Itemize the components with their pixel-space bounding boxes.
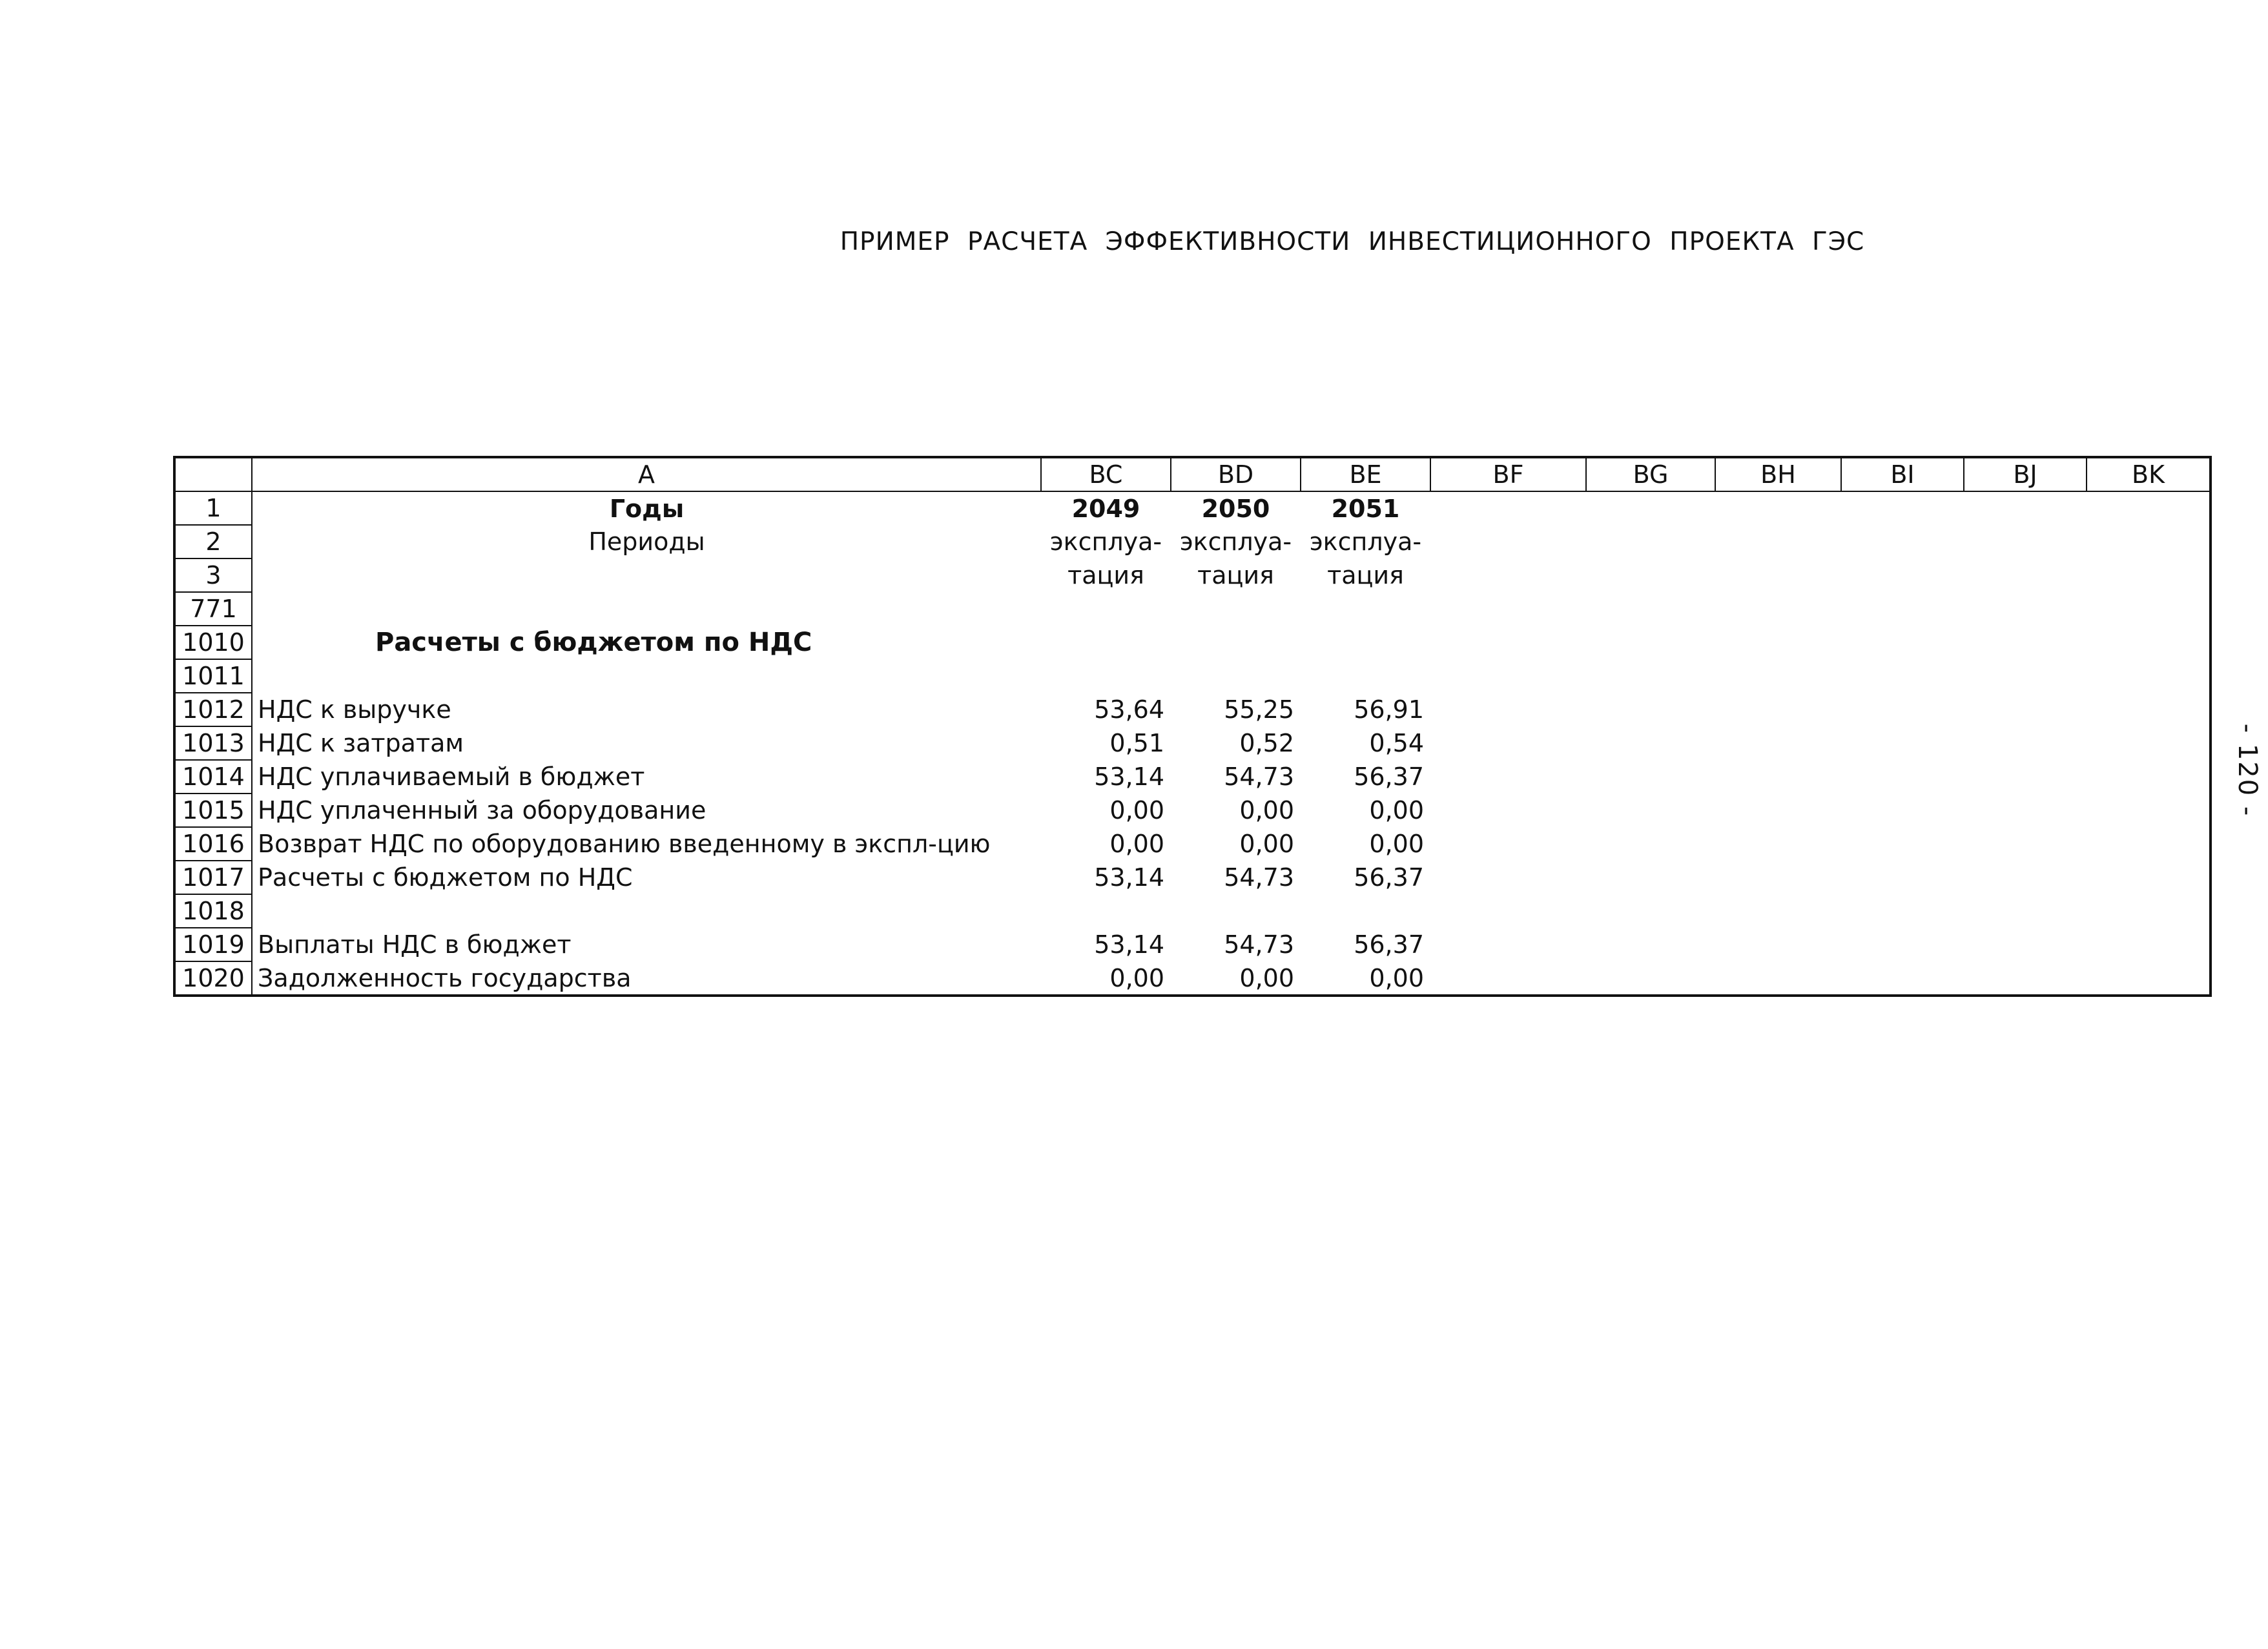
row-label[interactable]: Выплаты НДС в бюджет xyxy=(252,928,1041,961)
empty-cell[interactable] xyxy=(2087,659,2211,693)
empty-cell[interactable] xyxy=(1715,760,1841,794)
row-number[interactable]: 1017 xyxy=(174,861,252,894)
table-row xyxy=(174,961,2211,996)
empty-cell[interactable] xyxy=(1715,659,1841,693)
value-cell[interactable]: 0,00 xyxy=(1109,830,1164,858)
empty-cell[interactable] xyxy=(1841,726,1964,760)
table-row xyxy=(174,760,2211,794)
empty-cell[interactable] xyxy=(1841,592,1964,626)
value-cell[interactable]: 0,00 xyxy=(1369,963,1424,992)
row-number[interactable]: 3 xyxy=(174,558,252,592)
empty-cell[interactable] xyxy=(1586,491,1715,525)
empty-cell[interactable] xyxy=(1715,525,1841,558)
table-row xyxy=(174,894,2211,928)
value-cell[interactable]: 0,00 xyxy=(1109,963,1164,992)
page-number: - 120 - xyxy=(2232,723,2262,817)
empty-cell[interactable] xyxy=(1964,894,2087,928)
empty-cell[interactable] xyxy=(2087,794,2211,827)
row-label-years[interactable]: Годы xyxy=(252,491,1041,525)
value-cell[interactable]: 56,37 xyxy=(1354,763,1424,791)
empty-cell[interactable] xyxy=(1041,894,1171,928)
empty-cell[interactable] xyxy=(1841,861,1964,894)
spreadsheet-table xyxy=(173,456,2212,997)
empty-cell[interactable] xyxy=(1715,626,1841,659)
empty-cell[interactable] xyxy=(2087,726,2211,760)
column-header-a[interactable]: A xyxy=(252,457,1041,491)
empty-cell[interactable] xyxy=(1430,928,1586,961)
empty-cell[interactable] xyxy=(1964,558,2087,592)
empty-cell[interactable] xyxy=(1586,861,1715,894)
empty-cell[interactable] xyxy=(1301,894,1430,928)
empty-cell[interactable] xyxy=(1171,894,1301,928)
empty-cell[interactable] xyxy=(252,592,1041,626)
empty-cell[interactable] xyxy=(1841,693,1964,726)
empty-cell[interactable] xyxy=(1586,693,1715,726)
empty-cell[interactable] xyxy=(1841,961,1964,996)
empty-cell[interactable] xyxy=(1964,794,2087,827)
row-label[interactable]: НДС уплаченный за оборудование xyxy=(252,794,1041,827)
empty-cell[interactable] xyxy=(1041,659,1171,693)
empty-cell[interactable] xyxy=(1430,827,1586,861)
cell-year-bc[interactable]: 2049 xyxy=(1071,494,1140,523)
empty-cell[interactable] xyxy=(1586,794,1715,827)
column-header-bg[interactable]: BG xyxy=(1586,457,1715,491)
value-cell[interactable]: 0,00 xyxy=(1369,830,1424,858)
cell-period2-be[interactable]: тация xyxy=(1327,561,1404,589)
row-number[interactable]: 1018 xyxy=(174,894,252,928)
cell-period-bd[interactable]: эксплуа- xyxy=(1179,527,1292,556)
empty-cell[interactable] xyxy=(1841,928,1964,961)
row-number[interactable]: 2 xyxy=(174,525,252,558)
empty-cell[interactable] xyxy=(1964,827,2087,861)
empty-cell[interactable] xyxy=(1430,592,1586,626)
value-cell[interactable]: 56,37 xyxy=(1354,863,1424,892)
cell-period2-bd[interactable]: тация xyxy=(1197,561,1274,589)
empty-cell[interactable] xyxy=(2087,861,2211,894)
row-number[interactable]: 1011 xyxy=(174,659,252,693)
empty-cell[interactable] xyxy=(1964,928,2087,961)
empty-cell[interactable] xyxy=(1430,693,1586,726)
value-cell[interactable]: 53,64 xyxy=(1094,695,1164,724)
row-label[interactable]: НДС к затратам xyxy=(252,726,1041,760)
empty-cell[interactable] xyxy=(1586,928,1715,961)
cell-year-bd[interactable]: 2050 xyxy=(1201,494,1270,523)
empty-cell[interactable] xyxy=(1171,626,1301,659)
empty-cell[interactable] xyxy=(1586,760,1715,794)
empty-cell[interactable] xyxy=(1430,726,1586,760)
cell-year-be[interactable]: 2051 xyxy=(1331,494,1400,523)
row-number[interactable]: 1014 xyxy=(174,760,252,794)
row-number[interactable]: 1016 xyxy=(174,827,252,861)
empty-cell[interactable] xyxy=(1841,794,1964,827)
empty-cell[interactable] xyxy=(1430,558,1586,592)
table-row xyxy=(174,491,2211,525)
empty-cell[interactable] xyxy=(2087,558,2211,592)
empty-cell[interactable] xyxy=(1586,827,1715,861)
empty-cell[interactable] xyxy=(1430,894,1586,928)
cell-period-be[interactable]: эксплуа- xyxy=(1309,527,1422,556)
empty-cell[interactable] xyxy=(1430,961,1586,996)
empty-cell[interactable] xyxy=(1715,861,1841,894)
empty-cell[interactable] xyxy=(1586,659,1715,693)
empty-cell[interactable] xyxy=(1171,659,1301,693)
table-row xyxy=(174,626,2211,659)
empty-cell[interactable] xyxy=(2087,491,2211,525)
table-row xyxy=(174,693,2211,726)
row-number[interactable]: 1019 xyxy=(174,928,252,961)
row-label-periods[interactable]: Периоды xyxy=(252,525,1041,558)
empty-cell[interactable] xyxy=(1964,861,2087,894)
column-header-row xyxy=(174,457,2211,491)
empty-cell[interactable] xyxy=(1841,894,1964,928)
row-label[interactable]: НДС к выручке xyxy=(252,693,1041,726)
empty-cell[interactable] xyxy=(1301,592,1430,626)
empty-cell[interactable] xyxy=(1964,491,2087,525)
empty-cell[interactable] xyxy=(1430,491,1586,525)
value-cell[interactable]: 54,73 xyxy=(1224,763,1294,791)
empty-cell[interactable] xyxy=(1715,726,1841,760)
row-label[interactable]: Задолженность государства xyxy=(252,961,1041,996)
empty-cell[interactable] xyxy=(1841,760,1964,794)
empty-cell[interactable] xyxy=(2087,760,2211,794)
value-cell[interactable]: 0,00 xyxy=(1369,796,1424,824)
table-row xyxy=(174,659,2211,693)
empty-cell[interactable] xyxy=(252,894,1041,928)
value-cell[interactable]: 54,73 xyxy=(1224,863,1294,892)
value-cell[interactable]: 0,00 xyxy=(1109,796,1164,824)
row-number[interactable]: 771 xyxy=(174,592,252,626)
cell-period2-bc[interactable]: тация xyxy=(1067,561,1144,589)
empty-cell[interactable] xyxy=(1715,491,1841,525)
value-cell[interactable]: 0,54 xyxy=(1369,729,1424,757)
table-row xyxy=(174,726,2211,760)
column-header-bh[interactable]: BH xyxy=(1715,457,1841,491)
row-number[interactable]: 1020 xyxy=(174,961,252,996)
row-number[interactable]: 1010 xyxy=(174,626,252,659)
empty-cell[interactable] xyxy=(1964,525,2087,558)
row-number[interactable]: 1013 xyxy=(174,726,252,760)
empty-cell[interactable] xyxy=(1964,693,2087,726)
empty-cell[interactable] xyxy=(1430,626,1586,659)
empty-cell[interactable] xyxy=(1964,961,2087,996)
table-row xyxy=(174,525,2211,558)
empty-cell[interactable] xyxy=(1430,760,1586,794)
row-label[interactable]: НДС уплачиваемый в бюджет xyxy=(252,760,1041,794)
value-cell[interactable]: 55,25 xyxy=(1224,695,1294,724)
value-cell[interactable]: 53,14 xyxy=(1094,930,1164,959)
empty-cell[interactable] xyxy=(1841,626,1964,659)
empty-cell[interactable] xyxy=(1586,726,1715,760)
section-title[interactable]: Расчеты с бюджетом по НДС xyxy=(252,626,1041,659)
empty-cell[interactable] xyxy=(2087,626,2211,659)
empty-cell[interactable] xyxy=(1841,827,1964,861)
column-header-bf[interactable]: BF xyxy=(1430,457,1586,491)
empty-cell[interactable] xyxy=(2087,693,2211,726)
empty-cell[interactable] xyxy=(2087,961,2211,996)
empty-cell[interactable] xyxy=(1430,794,1586,827)
page-title: ПРИМЕР РАСЧЕТА ЭФФЕКТИВНОСТИ ИНВЕСТИЦИОННОГО ПРОЕКТА ГЭС xyxy=(840,227,1865,256)
table-row xyxy=(174,827,2211,861)
empty-cell[interactable] xyxy=(1841,558,1964,592)
value-cell[interactable]: 0,52 xyxy=(1239,729,1294,757)
column-header-bi[interactable]: BI xyxy=(1841,457,1964,491)
empty-cell[interactable] xyxy=(1041,592,1171,626)
row-label[interactable]: Расчеты с бюджетом по НДС xyxy=(252,861,1041,894)
value-cell[interactable]: 53,14 xyxy=(1094,763,1164,791)
column-header-bd[interactable]: BD xyxy=(1171,457,1301,491)
empty-cell[interactable] xyxy=(1430,525,1586,558)
empty-cell[interactable] xyxy=(2087,894,2211,928)
empty-cell[interactable] xyxy=(1586,626,1715,659)
empty-cell[interactable] xyxy=(2087,592,2211,626)
empty-cell[interactable] xyxy=(1041,626,1171,659)
value-cell[interactable]: 0,00 xyxy=(1239,796,1294,824)
empty-cell[interactable] xyxy=(2087,928,2211,961)
column-header-bc[interactable]: BC xyxy=(1041,457,1171,491)
value-cell[interactable]: 54,73 xyxy=(1224,930,1294,959)
empty-cell[interactable] xyxy=(1715,693,1841,726)
row-number[interactable]: 1015 xyxy=(174,794,252,827)
empty-cell[interactable] xyxy=(1430,861,1586,894)
table-row xyxy=(174,592,2211,626)
cell-period-bc[interactable]: эксплуа- xyxy=(1049,527,1162,556)
empty-cell[interactable] xyxy=(1715,592,1841,626)
empty-cell[interactable] xyxy=(1586,592,1715,626)
table-row xyxy=(174,794,2211,827)
empty-cell[interactable] xyxy=(1841,659,1964,693)
empty-cell[interactable] xyxy=(1301,626,1430,659)
column-header-bj[interactable]: BJ xyxy=(1964,457,2087,491)
column-header-bk[interactable]: BK xyxy=(2087,457,2211,491)
empty-cell[interactable] xyxy=(1964,592,2087,626)
empty-cell[interactable] xyxy=(1841,525,1964,558)
table-row xyxy=(174,861,2211,894)
empty-cell[interactable] xyxy=(2087,525,2211,558)
empty-cell[interactable] xyxy=(1715,794,1841,827)
corner-cell[interactable] xyxy=(174,457,252,491)
value-cell[interactable]: 56,91 xyxy=(1354,695,1424,724)
empty-cell[interactable] xyxy=(2087,827,2211,861)
value-cell[interactable]: 0,00 xyxy=(1239,830,1294,858)
empty-cell[interactable] xyxy=(1964,760,2087,794)
table-row xyxy=(174,558,2211,592)
row-number[interactable]: 1012 xyxy=(174,693,252,726)
empty-cell[interactable] xyxy=(1586,558,1715,592)
empty-cell[interactable] xyxy=(1171,592,1301,626)
empty-cell[interactable] xyxy=(1715,827,1841,861)
empty-cell[interactable] xyxy=(1715,961,1841,996)
empty-cell[interactable] xyxy=(1715,894,1841,928)
empty-cell[interactable] xyxy=(1586,894,1715,928)
table-row xyxy=(174,928,2211,961)
value-cell[interactable]: 56,37 xyxy=(1354,930,1424,959)
row-label[interactable]: Возврат НДС по оборудованию введенному в экспл-цию xyxy=(252,827,1041,861)
row-number[interactable]: 1 xyxy=(174,491,252,525)
empty-cell[interactable] xyxy=(1964,726,2087,760)
empty-cell[interactable] xyxy=(1301,659,1430,693)
value-cell[interactable]: 53,14 xyxy=(1094,863,1164,892)
value-cell[interactable]: 0,51 xyxy=(1109,729,1164,757)
empty-cell[interactable] xyxy=(1964,626,2087,659)
empty-cell[interactable] xyxy=(1586,961,1715,996)
column-header-be[interactable]: BE xyxy=(1301,457,1430,491)
value-cell[interactable]: 0,00 xyxy=(1239,963,1294,992)
empty-cell[interactable] xyxy=(252,659,1041,693)
empty-cell[interactable] xyxy=(1715,928,1841,961)
row-label-empty[interactable] xyxy=(252,558,1041,592)
empty-cell[interactable] xyxy=(1841,491,1964,525)
empty-cell[interactable] xyxy=(1715,558,1841,592)
empty-cell[interactable] xyxy=(1586,525,1715,558)
empty-cell[interactable] xyxy=(1430,659,1586,693)
empty-cell[interactable] xyxy=(1964,659,2087,693)
